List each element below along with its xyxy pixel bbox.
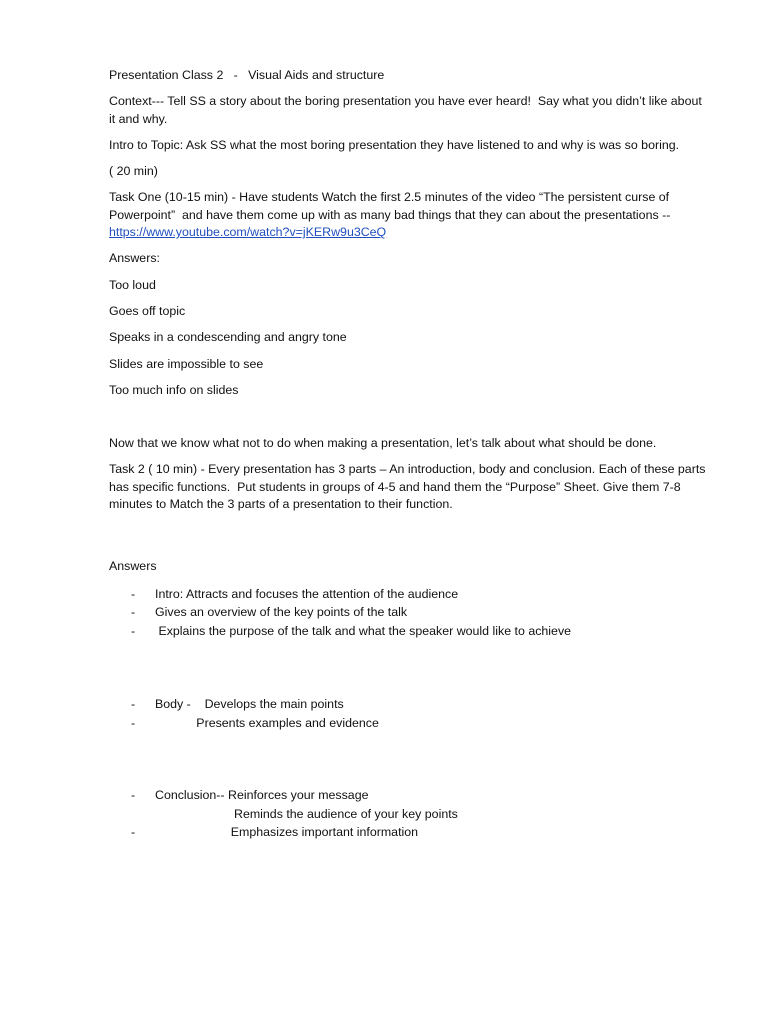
dash-bullet: -: [131, 605, 136, 620]
answers-label-2: Answers: [109, 559, 157, 574]
answers-label-1: Answers:: [109, 251, 160, 266]
task-one-text: Task One (10-15 min) - Have students Watch the first 2.5 minutes of the video “The persistent curse of Powerpoint” and have them come up with as many bad things that they can about the presentations --: [109, 190, 673, 222]
answer-item: Too much info on slides: [109, 382, 239, 397]
spacer: [109, 640, 709, 695]
list-item: - Conclusion-- Reinforces your message: [109, 786, 709, 805]
conclusion-continuation: Reminds the audience of your key points: [234, 806, 458, 821]
task-one-paragraph: [109, 189, 709, 241]
context-paragraph: Context--- Tell SS a story about the boring presentation you have ever heard! Say what you didn’t like about it and why.: [109, 94, 706, 126]
list-item: - Gives an overview of the key points of the talk: [109, 603, 709, 622]
document-title: Presentation Class 2 - Visual Aids and structure: [109, 68, 385, 82]
document-page: [109, 67, 709, 842]
dash-bullet: -: [131, 623, 136, 638]
intro-function-list: [109, 585, 709, 641]
spacer: [109, 522, 709, 558]
list-item: - Body - Develops the main points: [109, 695, 709, 714]
dash-bullet: -: [131, 788, 136, 803]
body-function-list: [109, 695, 709, 732]
conclusion-function-list-2: [109, 823, 709, 842]
answer-item: Goes off topic: [109, 303, 186, 318]
task-two-paragraph: Task 2 ( 10 min) - Every presentation has 3 parts – An introduction, body and conclusion. Each of these parts has specific functions. Put students in groups of 4-5 and hand them the “Purpose” Sheet. Give them 7-8 minutes to Match the 3 parts of a presentation to their function.: [109, 462, 709, 512]
time-note: ( 20 min): [109, 164, 158, 179]
video-link[interactable]: https://www.youtube.com/watch?v=jKERw9u3CeQ: [109, 225, 387, 240]
list-item: - Intro: Attracts and focuses the attention of the audience: [109, 585, 709, 604]
dash-bullet: -: [131, 697, 136, 712]
spacer: [109, 408, 709, 435]
list-item: - Emphasizes important information: [109, 823, 709, 842]
dash-bullet: -: [131, 586, 136, 601]
answer-item: Slides are impossible to see: [109, 356, 264, 371]
answer-item: Too loud: [109, 277, 156, 292]
answer-item: Speaks in a condescending and angry tone: [109, 330, 347, 345]
spacer: [109, 732, 709, 786]
conclusion-function-list: [109, 786, 709, 805]
list-item: - Presents examples and evidence: [109, 714, 709, 733]
dash-bullet: -: [131, 825, 136, 840]
dash-bullet: -: [131, 715, 136, 730]
list-item: - Explains the purpose of the talk and what the speaker would like to achieve: [109, 622, 709, 641]
transition-paragraph: Now that we know what not to do when making a presentation, let’s talk about what should be done.: [109, 436, 657, 451]
intro-paragraph: Intro to Topic: Ask SS what the most boring presentation they have listened to and why is was so boring.: [109, 137, 680, 152]
